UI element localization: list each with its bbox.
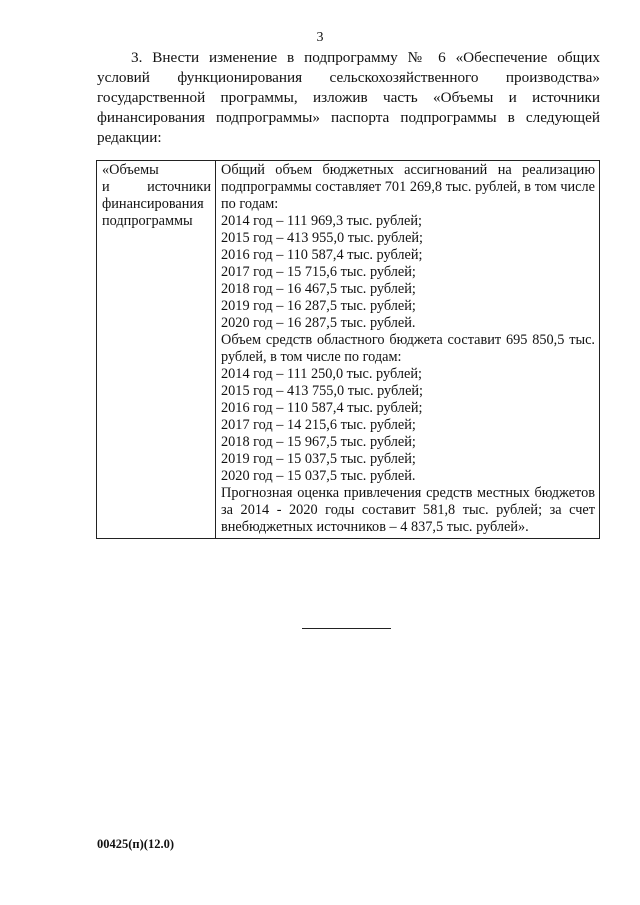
regional-year-line: 2014 год – 111 250,0 тыс. рублей; [221, 366, 422, 382]
label-word: источники [147, 179, 211, 195]
forecast-text: Прогнозная оценка привлечения средств местных бюджетов за 2014 - 2020 годы составит 581,8 тыс. рублей; за счет внебюджетных источников – 4 837,5 тыс. рублей». [221, 485, 595, 535]
label-word: и [102, 179, 110, 195]
total-year-line: 2020 год – 16 287,5 тыс. рублей. [221, 315, 416, 331]
regional-year-line: 2015 год – 413 755,0 тыс. рублей; [221, 383, 424, 399]
table-row [97, 161, 600, 539]
regional-year-line: 2019 год – 15 037,5 тыс. рублей; [221, 451, 416, 467]
label-line: «Объемы [102, 162, 159, 178]
regional-year-line: 2017 год – 14 215,6 тыс. рублей; [221, 417, 416, 433]
total-year-line: 2015 год – 413 955,0 тыс. рублей; [221, 230, 424, 246]
funding-table [96, 160, 600, 539]
regional-budget-text: Объем средств областного бюджета составит 695 850,5 тыс. рублей, в том числе по годам: [221, 332, 595, 365]
document-code: 00425(п)(12.0) [97, 837, 174, 851]
separator-line [302, 628, 391, 629]
total-year-line: 2019 год – 16 287,5 тыс. рублей; [221, 298, 416, 314]
content-cell [216, 161, 600, 539]
label-line: финансирования [102, 196, 204, 212]
label-line [102, 179, 211, 196]
total-funding-text: Общий объем бюджетных ассигнований на реализацию подпрограммы составляет 701 269,8 тыс. рублей, в том числе по годам: [221, 162, 595, 212]
regional-year-line: 2020 год – 15 037,5 тыс. рублей. [221, 468, 416, 484]
total-year-line: 2017 год – 15 715,6 тыс. рублей; [221, 264, 416, 280]
regional-year-line: 2018 год – 15 967,5 тыс. рублей; [221, 434, 416, 450]
page-number: 3 [316, 30, 324, 45]
intro-paragraph: 3. Внести изменение в подпрограмму № 6 «Обеспечение общих условий функционирования сельскохозяйственного производства» государственной программы, изложив часть «Объемы и источники финансирования подпрограммы» паспорта подпрограммы в следующей редакции: [97, 49, 600, 146]
total-year-line: 2014 год – 111 969,3 тыс. рублей; [221, 213, 422, 229]
total-year-line: 2016 год – 110 587,4 тыс. рублей; [221, 247, 423, 263]
label-line: подпрограммы [102, 213, 193, 229]
regional-year-line: 2016 год – 110 587,4 тыс. рублей; [221, 400, 423, 416]
total-year-line: 2018 год – 16 467,5 тыс. рублей; [221, 281, 416, 297]
label-cell [97, 161, 216, 539]
